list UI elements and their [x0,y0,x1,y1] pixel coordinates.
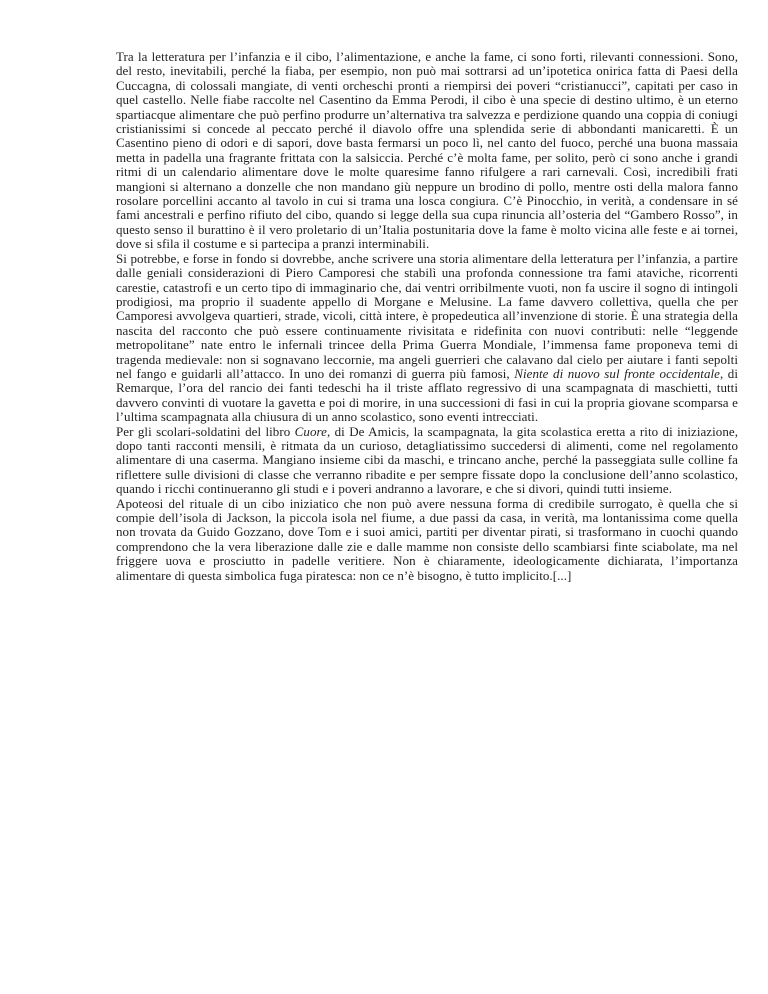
paragraph-3 [116,425,738,497]
paragraph-4-text: Apoteosi del rituale di un cibo iniziatico che non può avere nessuna forma di credibile surrogato, è quella che si compie dell’isola di Jackson, la piccola isola nel fiume, a due passi da casa, in verità, ma lontanissima come quella non trovata da Guido Gozzano, dove Tom e i suoi amici, partiti per diventar pirati, si trasformano in cuochi quando comprendono che la vera liberazione dalle zie e dalle mamme non consiste dello scambiarsi finte sciabolate, ma nel friggere uova e prosciutto in padelle veritiere. Non è chiaramente, ideologicamente dichiarata, l’importanza alimentare di questa simbolica fuga piratesca: non ce n’è bisogno, è tutto implicito.[...] [116,495,738,583]
book-title-cuore: Cuore [294,423,327,439]
paragraph-2 [116,252,738,425]
paragraph-3-text-a: Per gli scolari-soldatini del libro [116,423,295,439]
document-body [116,50,738,583]
paragraph-1 [116,50,738,252]
paragraph-1-text: Tra la letteratura per l’infanzia e il cibo, l’alimentazione, e anche la fame, ci sono forti, rilevanti connessioni. Sono, del resto, inevitabili, perché la fiaba, per esempio, non può mai sottrarsi ad un’ipotetica onirica fatta di Paesi della Cuccagna, di colossali mangiate, di venti orcheschi pronti a riempirsi dei poveri “cristianucci”, capitati per caso in quel castello. Nelle fiabe raccolte nel Casentino da Emma Perodi, il cibo è una specie di destino ultimo, è un eterno spartiacque alimentare che può perfino produrre un’alternativa tra salvezza e perdizione quando una coppia di coniugi cristianissimi si concede al peccato perché il diavolo offre una splendida serie di abbondanti manicaretti. È un Casentino pieno di odori e di sapori, dove basta fermarsi un poco lì, nel canto del fuoco, perché una buona massaia metta in padella una fragrante frittata con la salsiccia. Perché c’è molta fame, per solito, però ci sono anche i grandi ritmi di un calendario alimentare dove le molte quaresime fanno rifulgere a rari carnevali. Così, incredibili frati mangioni si alternano a donzelle che non mandano giù neppure un brodino di pollo, mentre osti della malora fanno rosolare porcellini accanto al tavolo in cui si trama una losca congiura. C’è Pinocchio, in verità, a condensare in sé fami ancestrali e perfino rifiuto del cibo, quando si legge della sua cupa rinuncia all’osteria del “Gambero Rosso”, in questo senso il burattino è il vero proletario di un’Italia postunitaria dove la fame è molto vicina alle feste e ai tornei, dove si sfila il costume e si partecipa a pranzi interminabili. [116,49,738,252]
paragraph-3-text-b: , di De Amicis, la scampagnata, la gita scolastica eretta a rito di iniziazione, dopo tanti racconti mensili, è ritmata da un curioso, detagliatissimo succedersi di alimenti, come nel regolamento alimentare di una caserma. Mangiano insieme cibi da maschi, e trincano anche, perché la passeggiata sulle colline fa riflettere sulle divisioni di classe che verranno ribadite e per sempre fissate dopo la conclusione dell’anno scolastico, quando i ricchi continueranno gli studi e i poveri andranno a lavorare, e che si divori, quindi tutti insieme. [116,423,739,497]
paragraph-2-text-b: , di Remarque, l’ora del rancio dei fanti tedeschi ha il triste afflato regressivo di una scampagnata di maschietti, tutti davvero convinti di vuotare la gavetta e poi di morire, in una successioni di fasi in cui la propria giovane scomparsa e l’ultima scampagnata alla chiusura di un anno scolastico, sono eventi intrecciati. [116,365,739,425]
paragraph-2-text-a: Si potrebbe, e forse in fondo si dovrebbe, anche scrivere una storia alimentare della letteratura per l’infanzia, a partire dalle geniali considerazioni di Piero Camporesi che stabilì una profonda connessione tra fami ataviche, ricorrenti carestie, catastrofi e un certo tipo di immaginario che, dai ventri orribilmente vuoti, non fa uscire il sogno di intingoli prodigiosi, ma proprio il suadente appello di Morgane e Melusine. La fame davvero collettiva, quella che per Camporesi avvolgeva quartieri, strade, vicoli, città intere, è propedeutica all’invenzione di storie. È una strategia della nascita del racconto che può essere continuamente rivisitata e ridefinita con nuovi contributi: nelle “leggende metropolitane” nate entro le infernali trincee della Prima Guerra Mondiale, l’immensa fame proponeva temi di tragenda medievale: non si sognavano leccornie, ma angeli guerrieri che calavano dal cielo per aiutare i fanti sepolti nel fango e guidarli all’attacco. In uno dei romanzi di guerra più famosi, [116,250,738,381]
paragraph-4 [116,497,738,583]
book-title-remarque: Niente di nuovo sul fronte occidentale [514,365,720,381]
